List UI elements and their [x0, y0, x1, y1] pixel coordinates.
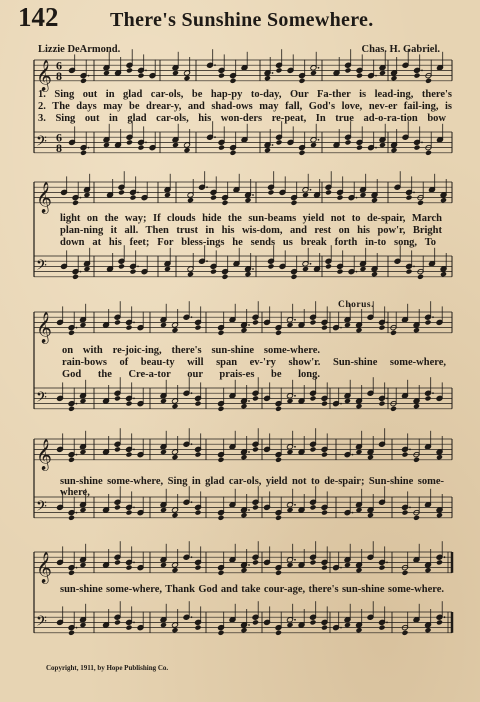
treble-staff	[34, 171, 452, 214]
system-2-verse-1: light on the way; If clouds hide the sun-beams yield not to de-spair, March	[60, 213, 442, 224]
system-2-verse-3: down at his feet; For bless-ings he sends us break forth in-to song, To	[60, 237, 436, 248]
time-signature: 8	[56, 68, 62, 83]
composer-credit: Chas. H. Gabriel.	[361, 44, 440, 55]
treble-staff	[34, 428, 452, 471]
system-1-verse-3: 3. Sing out in glad car-ols, his won-ders re-peat, In true ad-o-ra-tion bow	[38, 113, 446, 124]
chorus-label: Chorus.	[338, 300, 374, 310]
bass-staff	[34, 377, 452, 412]
treble-staff	[34, 541, 452, 584]
bass-staff	[34, 121, 452, 156]
system-3-verse-3: God the Cre-a-tor our prais-es be long.	[62, 369, 320, 380]
bass-clef-icon: 𝄢	[36, 389, 47, 410]
system-1-verse-1: 1. Sing out in glad car-ols, be hap-py to-day, Our Fa-ther is lead-ing, there's	[38, 89, 452, 100]
hymn-number: 142	[18, 2, 59, 32]
lyricist-credit: Lizzie DeArmond.	[38, 44, 121, 55]
hymn-title: There's Sunshine Somewhere.	[110, 9, 374, 31]
system-1-verse-2: 2. The days may be drear-y, and shad-ows may fall, God's love, nev-er fail-ing, is	[38, 101, 452, 112]
bass-staff	[34, 486, 452, 521]
bass-staff	[34, 601, 452, 636]
system-2-verse-2: plan-ning it all. Then trust in his wis-dom, and rest on his pow'r, Bright	[60, 225, 442, 236]
time-signature: 8	[56, 140, 62, 155]
time-signature: 6	[56, 58, 62, 73]
treble-clef-icon: 𝄞	[36, 181, 52, 213]
music-system-5	[0, 540, 480, 665]
treble-clef-icon: 𝄞	[36, 551, 52, 583]
treble-clef-icon: 𝄞	[36, 438, 52, 470]
system-4-lyrics: sun-shine some-where, Sing in glad car-ols, yield not to de-spair; Sun-shine some-where,	[60, 476, 444, 498]
time-signature: 6	[56, 130, 62, 145]
treble-clef-icon: 𝄞	[36, 311, 52, 343]
bass-clef-icon: 𝄢	[36, 498, 47, 519]
system-5-lyrics: sun-shine some-where, Thank God and take cour-age, there's sun-shine some-where.	[60, 584, 444, 595]
bass-clef-icon: 𝄢	[36, 257, 47, 278]
treble-clef-icon: 𝄞	[36, 59, 52, 91]
system-3-verse-1: on with re-joic-ing, there's sun-shine some-where.	[62, 345, 320, 356]
system-3-verse-2: rain-bows of beau-ty will span ev-'ry show'r. Sun-shine some-where,	[62, 357, 446, 368]
treble-staff	[34, 49, 452, 92]
bass-clef-icon: 𝄢	[36, 133, 47, 154]
copyright-notice: Copyright, 1911, by Hope Publishing Co.	[46, 664, 169, 672]
bass-clef-icon: 𝄢	[36, 613, 47, 634]
treble-staff	[34, 301, 452, 344]
bass-staff	[34, 245, 452, 280]
